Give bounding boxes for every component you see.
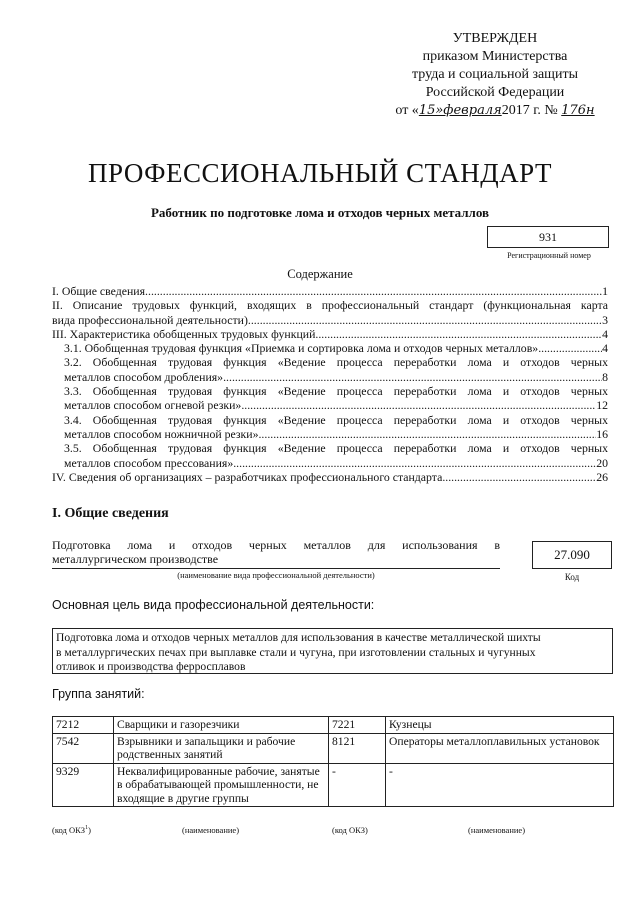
occupation-name: Операторы металлоплавильных установок xyxy=(386,733,614,763)
occupation-name: - xyxy=(386,763,614,807)
table-row xyxy=(53,717,614,734)
occupation-name: Взрывники и запальщики и рабочие родственных занятий xyxy=(114,733,329,763)
toc-item[interactable]: металлов способом огневой резки» ..... 12 xyxy=(52,398,608,412)
occupation-table xyxy=(52,716,614,807)
toc-item[interactable]: металлов способом прессования» ..... 20 xyxy=(52,456,608,470)
okz-code: 7212 xyxy=(53,717,114,734)
approval-date-line: от «15»февраля2017 г. № 176н xyxy=(395,103,595,118)
toc-item[interactable]: III. Характеристика обобщенных трудовых функций ..... 4 xyxy=(52,327,608,341)
activity-name: Подготовка лома и отходов черных металлов для использования в металлургическом производстве xyxy=(52,538,500,566)
approval-block xyxy=(395,30,595,120)
okz-code-caption-2: (код ОКЗ) xyxy=(332,825,368,835)
occupation-name-caption: (наименование) xyxy=(182,825,240,835)
okz-code: 7542 xyxy=(53,733,114,763)
toc-item-wrap[interactable]: 3.3. Обобщенная трудовая функция «Ведение процесса переработки лома и отходов черных xyxy=(64,384,608,399)
goal-box: Подготовка лома и отходов черных металлов для использования в качестве металлической шихты в металлургических печах при выплавке стали и чугуна, при изготовлении стальных и чугунных отливок и производства ферросплавов xyxy=(52,628,613,674)
toc-item-wrap[interactable]: 3.4. Обобщенная трудовая функция «Ведение процесса переработки лома и отходов черных xyxy=(64,412,608,427)
toc-heading: Содержание xyxy=(287,267,353,281)
activity-caption: (наименование вида профессиональной деятельности) xyxy=(177,570,375,580)
approval-line-3: труда и социальной защиты xyxy=(412,67,578,82)
activity-code-box: 27.090 xyxy=(532,541,612,569)
okz-code-caption: (код ОКЗ$^1$) xyxy=(52,825,91,835)
handwritten-date: 15»февраля xyxy=(418,103,502,118)
toc-item[interactable]: I. Общие сведения ..... 1 xyxy=(52,284,608,298)
toc-item[interactable]: 3.1. Обобщенная трудовая функция «Приемка и сортировка лома и отходов черных металлов» ..... 4 xyxy=(52,341,608,355)
okz-code: - xyxy=(329,763,386,807)
page-title: ПРОФЕССИОНАЛЬНЫЙ СТАНДАРТ xyxy=(87,158,553,188)
toc-item[interactable]: металлов способом дробления» ..... 8 xyxy=(52,370,608,384)
toc-item-wrap[interactable]: II. Описание трудовых функций, входящих в профессиональный стандарт (функциональная карта xyxy=(52,298,608,313)
handwritten-number: 176н xyxy=(561,103,595,118)
activity-underline xyxy=(52,568,500,569)
okz-code: 9329 xyxy=(53,763,114,807)
table-of-contents xyxy=(52,284,608,484)
registration-number-box: 931 xyxy=(487,226,609,248)
table-row xyxy=(53,763,614,807)
approval-line-2: приказом Министерства xyxy=(422,49,568,64)
toc-item-wrap[interactable]: 3.2. Обобщенная трудовая функция «Ведение процесса переработки лома и отходов черных xyxy=(64,355,608,370)
toc-item[interactable]: вида профессиональной деятельности) ..... 3 xyxy=(52,313,608,327)
toc-item-wrap[interactable]: 3.5. Обобщенная трудовая функция «Ведение процесса переработки лома и отходов черных xyxy=(64,441,608,456)
registration-number-label: Регистрационный номер xyxy=(507,251,591,260)
approval-line-4: Российской Федерации xyxy=(425,85,565,100)
toc-item[interactable]: IV. Сведения об организациях – разработчиках профессионального стандарта ..... 26 xyxy=(52,470,608,484)
goal-label: Основная цель вида профессиональной деятельности: xyxy=(52,598,375,612)
activity-code-label: Код xyxy=(564,572,580,582)
standard-subtitle: Работник по подготовке лома и отходов черных металлов xyxy=(150,205,490,220)
occupation-name: Неквалифицированные рабочие, занятые в обрабатывающей промышленности, не входящие в другие группы xyxy=(114,763,329,807)
toc-item[interactable]: металлов способом ножничной резки» ..... 16 xyxy=(52,427,608,441)
occupation-group-label: Группа занятий: xyxy=(52,687,145,701)
okz-code: 7221 xyxy=(329,717,386,734)
occupation-name: Сварщики и газорезчики xyxy=(114,717,329,734)
occupation-name-caption-2: (наименование) xyxy=(468,825,526,835)
section-title: I. Общие сведения xyxy=(52,506,169,521)
approval-line-1: УТВЕРЖДЕН xyxy=(452,31,538,46)
occupation-name: Кузнецы xyxy=(386,717,614,734)
table-row xyxy=(53,733,614,763)
okz-code: 8121 xyxy=(329,733,386,763)
